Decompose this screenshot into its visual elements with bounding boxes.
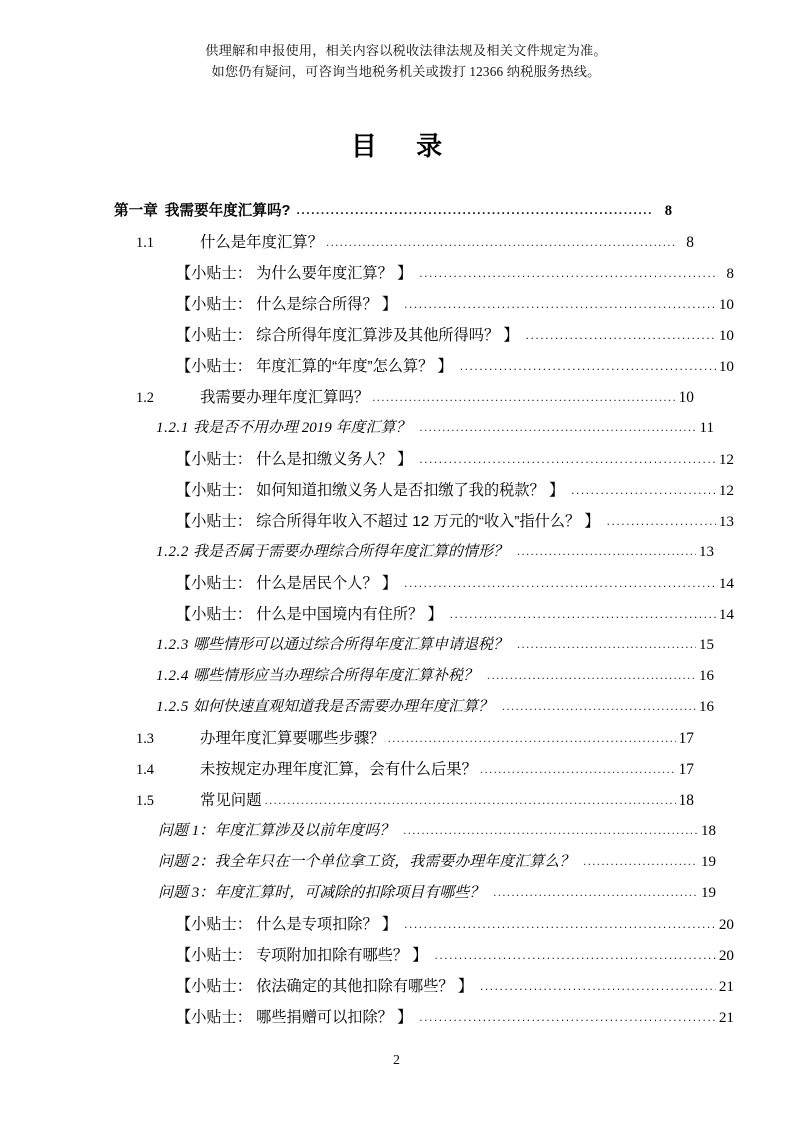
toc-leader-dots <box>583 855 698 867</box>
toc-entry[interactable] <box>114 444 734 475</box>
toc-entry-page: 17 <box>678 730 694 747</box>
toc-entry-number: 1.3 <box>136 731 154 747</box>
toc-entry-label: 【小贴士： 什么是专项扣除？ 】 <box>176 916 398 933</box>
toc-entry-page: 15 <box>699 637 714 653</box>
toc-entry[interactable] <box>114 320 734 351</box>
toc-entry[interactable] <box>114 785 694 816</box>
toc-entry-page: 12 <box>718 482 734 499</box>
toc-entry-label: 问题 2：我全年只在一个单位拿工资，我需要办理年度汇算么？ <box>158 854 575 870</box>
header-note-line-1: 供理解和申报使用，相关内容以税收法律法规及相关文件规定为准。 <box>205 43 607 58</box>
toc-entry-number: 1.4 <box>136 762 154 778</box>
toc-entry-page: 16 <box>699 699 714 715</box>
toc-entry-page: 10 <box>718 327 734 344</box>
toc-leader-dots <box>460 360 716 372</box>
toc-entry-page: 11 <box>699 420 714 436</box>
toc-leader-dots <box>403 824 698 836</box>
toc-entry-label: 问题 3：年度汇算时，可减除的扣除项目有哪些？ <box>158 885 485 901</box>
toc-entry-label: 未按规定办理年度汇算，会有什么后果？ <box>200 761 478 778</box>
toc-entry-page: 16 <box>699 668 714 684</box>
toc-entry-label: 【小贴士： 什么是扣缴义务人？ 】 <box>176 451 413 468</box>
toc-leader-dots <box>419 453 716 465</box>
toc-entry-label: 【小贴士： 综合所得年度汇算涉及其他所得吗？ 】 <box>176 327 519 344</box>
toc-entry[interactable] <box>114 878 716 909</box>
table-of-contents <box>114 196 734 1033</box>
toc-entry-label: 常见问题 <box>200 792 262 809</box>
toc-entry-page: 19 <box>701 885 716 901</box>
toc-entry-label: 我是否不用办理 2019 年度汇算？ <box>193 420 411 436</box>
toc-leader-dots <box>450 608 716 620</box>
toc-leader-dots <box>502 700 696 712</box>
toc-leader-dots <box>388 732 676 744</box>
toc-entry-label: 如何快速直观知道我是否需要办理年度汇算？ <box>193 699 494 715</box>
toc-entry[interactable] <box>114 475 734 506</box>
toc-entry[interactable] <box>114 847 716 878</box>
toc-entry-number: 1.2.2 <box>156 544 189 560</box>
toc-entry-label: 哪些情形应当办理综合所得年度汇算补税？ <box>193 668 479 684</box>
toc-entry-number: 第一章 <box>114 203 158 219</box>
toc-entry-page: 8 <box>686 234 694 251</box>
toc-entry[interactable] <box>114 1002 734 1033</box>
toc-entry-label: 【小贴士： 年度汇算的“年度”怎么算？ 】 <box>176 358 453 375</box>
toc-leader-dots <box>296 204 653 216</box>
toc-leader-dots <box>517 545 696 557</box>
toc-entry[interactable] <box>114 568 734 599</box>
toc-entry-label: 我需要办理年度汇算吗？ <box>200 389 370 406</box>
toc-entry-page: 10 <box>718 358 734 375</box>
toc-leader-dots <box>420 421 696 433</box>
toc-entry-page: 18 <box>701 823 716 839</box>
toc-entry-label: 我需要年度汇算吗? <box>164 203 291 219</box>
toc-entry-page: 8 <box>664 203 672 219</box>
toc-entry[interactable] <box>114 599 734 630</box>
toc-entry-page: 21 <box>718 978 734 995</box>
toc-entry-page: 18 <box>678 792 694 809</box>
toc-entry-number: 1.1 <box>136 235 154 251</box>
toc-entry[interactable] <box>114 351 734 382</box>
toc-entry-page: 17 <box>678 761 694 778</box>
toc-entry-number: 1.2 <box>136 390 154 406</box>
toc-leader-dots <box>517 638 696 650</box>
toc-entry[interactable] <box>114 506 734 537</box>
toc-leader-dots <box>493 886 698 898</box>
toc-entry-label: 【小贴士： 为什么要年度汇算？ 】 <box>176 265 413 282</box>
toc-entry-label: 问题 1：年度汇算涉及以前年度吗？ <box>158 823 395 839</box>
toc-entry-page: 19 <box>701 854 716 870</box>
toc-leader-dots <box>404 918 716 930</box>
toc-entry[interactable] <box>114 289 734 320</box>
toc-entry-label: 【小贴士： 如何知道扣缴义务人是否扣缴了我的税款？ 】 <box>176 482 565 499</box>
toc-entry[interactable] <box>114 661 714 692</box>
toc-entry[interactable] <box>114 909 734 940</box>
toc-entry[interactable] <box>114 630 714 661</box>
toc-leader-dots <box>571 484 716 496</box>
toc-entry-page: 13 <box>718 513 734 530</box>
toc-leader-dots <box>526 329 716 341</box>
toc-leader-dots <box>607 515 716 527</box>
toc-entry-number: 1.2.5 <box>156 699 189 715</box>
toc-entry-label: 【小贴士： 哪些捐赠可以扣除？ 】 <box>176 1009 413 1026</box>
toc-entry-page: 21 <box>718 1009 734 1026</box>
toc-entry-page: 14 <box>718 606 734 623</box>
header-note-line-2: 如您仍有疑问，可咨询当地税务机关或拨打 12366 纳税服务热线。 <box>211 64 601 79</box>
toc-entry-label: 办理年度汇算要哪些步骤？ <box>200 730 385 747</box>
toc-entry-number: 1.2.1 <box>156 420 189 436</box>
toc-entry[interactable] <box>114 723 694 754</box>
toc-entry[interactable] <box>114 971 734 1002</box>
toc-entry-page: 20 <box>718 947 734 964</box>
toc-entry-page: 20 <box>718 916 734 933</box>
toc-leader-dots <box>326 236 676 248</box>
toc-entry[interactable] <box>114 754 694 785</box>
toc-entry-page: 12 <box>718 451 734 468</box>
toc-entry-label: 我是否属于需要办理综合所得年度汇算的情形？ <box>193 544 509 560</box>
toc-leader-dots <box>434 949 716 961</box>
toc-entry-label: 【小贴士： 什么是居民个人？ 】 <box>176 575 398 592</box>
toc-entry-page: 8 <box>726 265 734 282</box>
toc-entry[interactable] <box>114 940 734 971</box>
toc-entry-label: 【小贴士： 什么是综合所得？ 】 <box>176 296 398 313</box>
toc-entry-label: 哪些情形可以通过综合所得年度汇算申请退税？ <box>193 637 509 653</box>
toc-entry[interactable] <box>114 692 714 723</box>
toc-entry-label: 【小贴士： 综合所得年收入不超过 12 万元的“收入”指什么？ 】 <box>176 513 600 530</box>
toc-entry-number: 1.2.3 <box>156 637 189 653</box>
toc-leader-dots <box>480 763 676 775</box>
toc-leader-dots <box>404 577 716 589</box>
toc-entry-page: 14 <box>718 575 734 592</box>
toc-entry[interactable] <box>114 413 714 444</box>
toc-entry-page: 10 <box>678 389 694 406</box>
toc-leader-dots <box>419 1011 716 1023</box>
toc-entry[interactable] <box>114 258 734 289</box>
toc-leader-dots <box>372 391 676 403</box>
footer-page-number: 2 <box>393 1053 400 1068</box>
toc-entry[interactable] <box>114 382 694 413</box>
toc-entry[interactable] <box>114 537 714 568</box>
toc-entry-label: 什么是年度汇算？ <box>200 234 324 251</box>
toc-entry-label: 【小贴士： 什么是中国境内有住所？ 】 <box>176 606 443 623</box>
toc-entry-number: 1.2.4 <box>156 668 189 684</box>
header-note <box>96 40 716 82</box>
toc-entry-label: 【小贴士： 依法确定的其他扣除有哪些？ 】 <box>176 978 474 995</box>
toc-leader-dots <box>419 267 716 279</box>
page-title: 目 录 <box>350 131 459 161</box>
toc-entry[interactable] <box>114 196 672 227</box>
toc-entry-number: 1.5 <box>136 793 154 809</box>
toc-entry[interactable] <box>114 816 716 847</box>
toc-leader-dots <box>487 669 696 681</box>
toc-leader-dots <box>480 980 716 992</box>
toc-leader-dots <box>265 794 676 806</box>
toc-entry-label: 【小贴士： 专项附加扣除有哪些？ 】 <box>176 947 428 964</box>
toc-leader-dots <box>404 298 716 310</box>
toc-entry[interactable] <box>114 227 694 258</box>
toc-entry-page: 10 <box>718 296 734 313</box>
toc-entry-page: 13 <box>699 544 714 560</box>
